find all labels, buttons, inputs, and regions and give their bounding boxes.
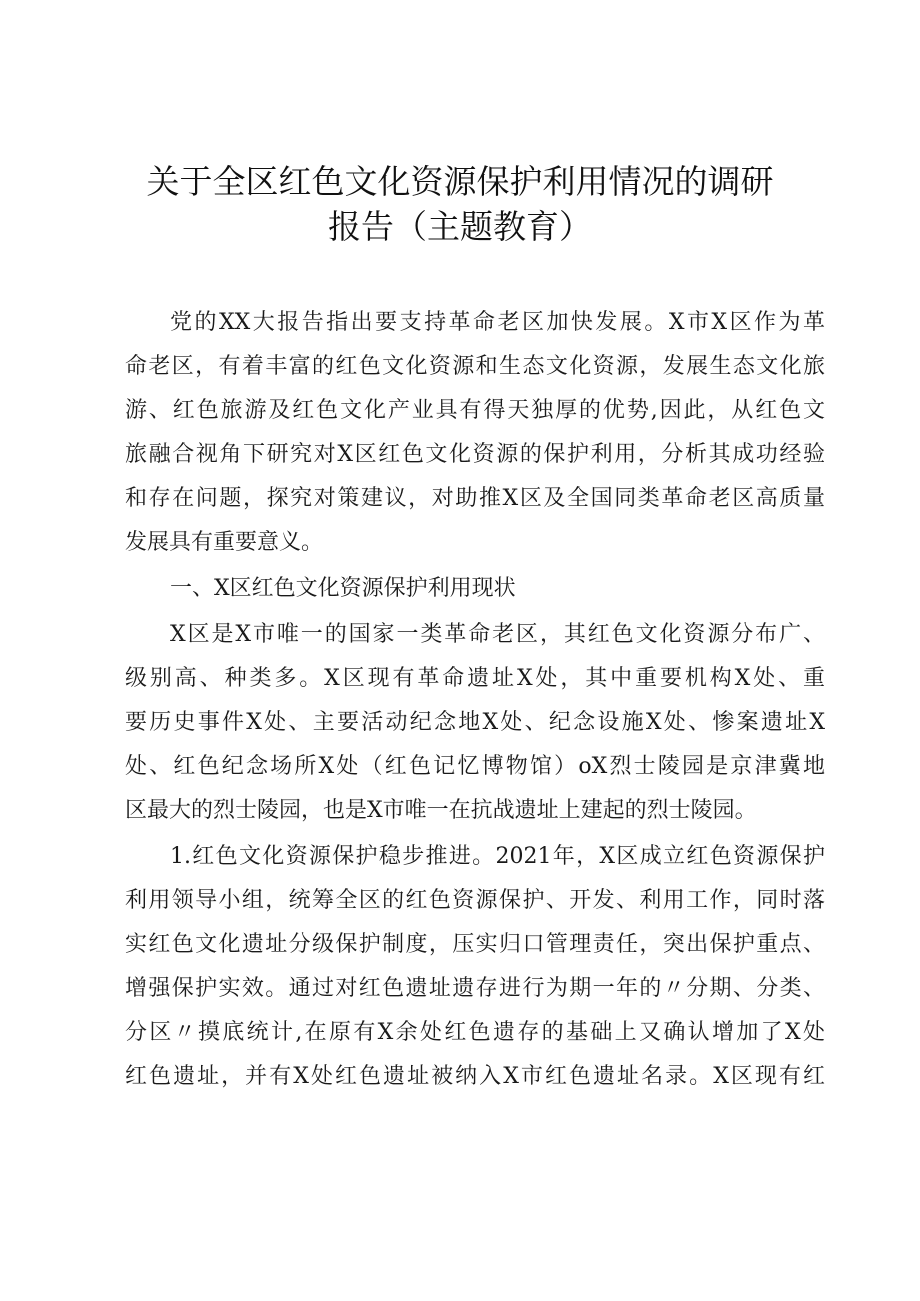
document-title-line-2: 报告（主题教育） [328,207,592,246]
paragraph-1-line-4: 旅融合视角下研究对X区红色文化资源的保护利用，分析其成功经验 [125,442,825,467]
paragraph-3-line-5: 分区〃摸底统计,在原有X余处红色遗存的基础上又确认增加了X处 [125,1020,825,1045]
paragraph-1-line-2: 命老区，有着丰富的红色文化资源和生态文化资源，发展生态文化旅 [125,354,825,379]
paragraph-1-line-1: 党的XX大报告指出要支持革命老区加快发展。X市X区作为革 [170,310,825,335]
paragraph-3-line-2: 利用领导小组，统筹全区的红色资源保护、开发、利用工作，同时落 [125,888,825,913]
paragraph-2-line-4: 处、红色纪念场所X处（红色记忆博物馆）oX烈士陵园是京津冀地 [125,754,825,779]
paragraph-3-line-3: 实红色文化遗址分级保护制度，压实归口管理责任，突出保护重点、 [125,932,825,957]
paragraph-2-line-5: 区最大的烈士陵园，也是X市唯一在抗战遗址上建起的烈士陵园。 [125,798,757,823]
paragraph-3-line-1: 1.红色文化资源保护稳步推进。2021年，X区成立红色资源保护 [170,844,825,869]
paragraph-2-line-3: 要历史事件X处、主要活动纪念地X处、纪念设施X处、惨案遗址X [125,710,825,735]
paragraph-2-line-2: 级别高、种类多。X区现有革命遗址X处，其中重要机构X处、重 [125,666,825,691]
section-heading-1: 一、X区红色文化资源保护利用现状 [170,576,516,601]
paragraph-1-line-5: 和存在问题，探究对策建议，对助推X区及全国同类革命老区高质量 [125,486,825,511]
paragraph-1-line-3: 游、红色旅游及红色文化产业具有得天独厚的优势,因此，从红色文 [125,398,825,423]
document-title-line-1: 关于全区红色文化资源保护利用情况的调研 [146,162,774,201]
paragraph-2-line-1: X区是X市唯一的国家一类革命老区，其红色文化资源分布广、 [170,622,825,647]
paragraph-3-line-4: 增强保护实效。通过对红色遗址遗存进行为期一年的〃分期、分类、 [125,976,825,1001]
paragraph-1-line-6: 发展具有重要意义。 [125,530,324,555]
paragraph-3-line-6: 红色遗址，并有X处红色遗址被纳入X市红色遗址名录。X区现有红 [125,1064,825,1089]
